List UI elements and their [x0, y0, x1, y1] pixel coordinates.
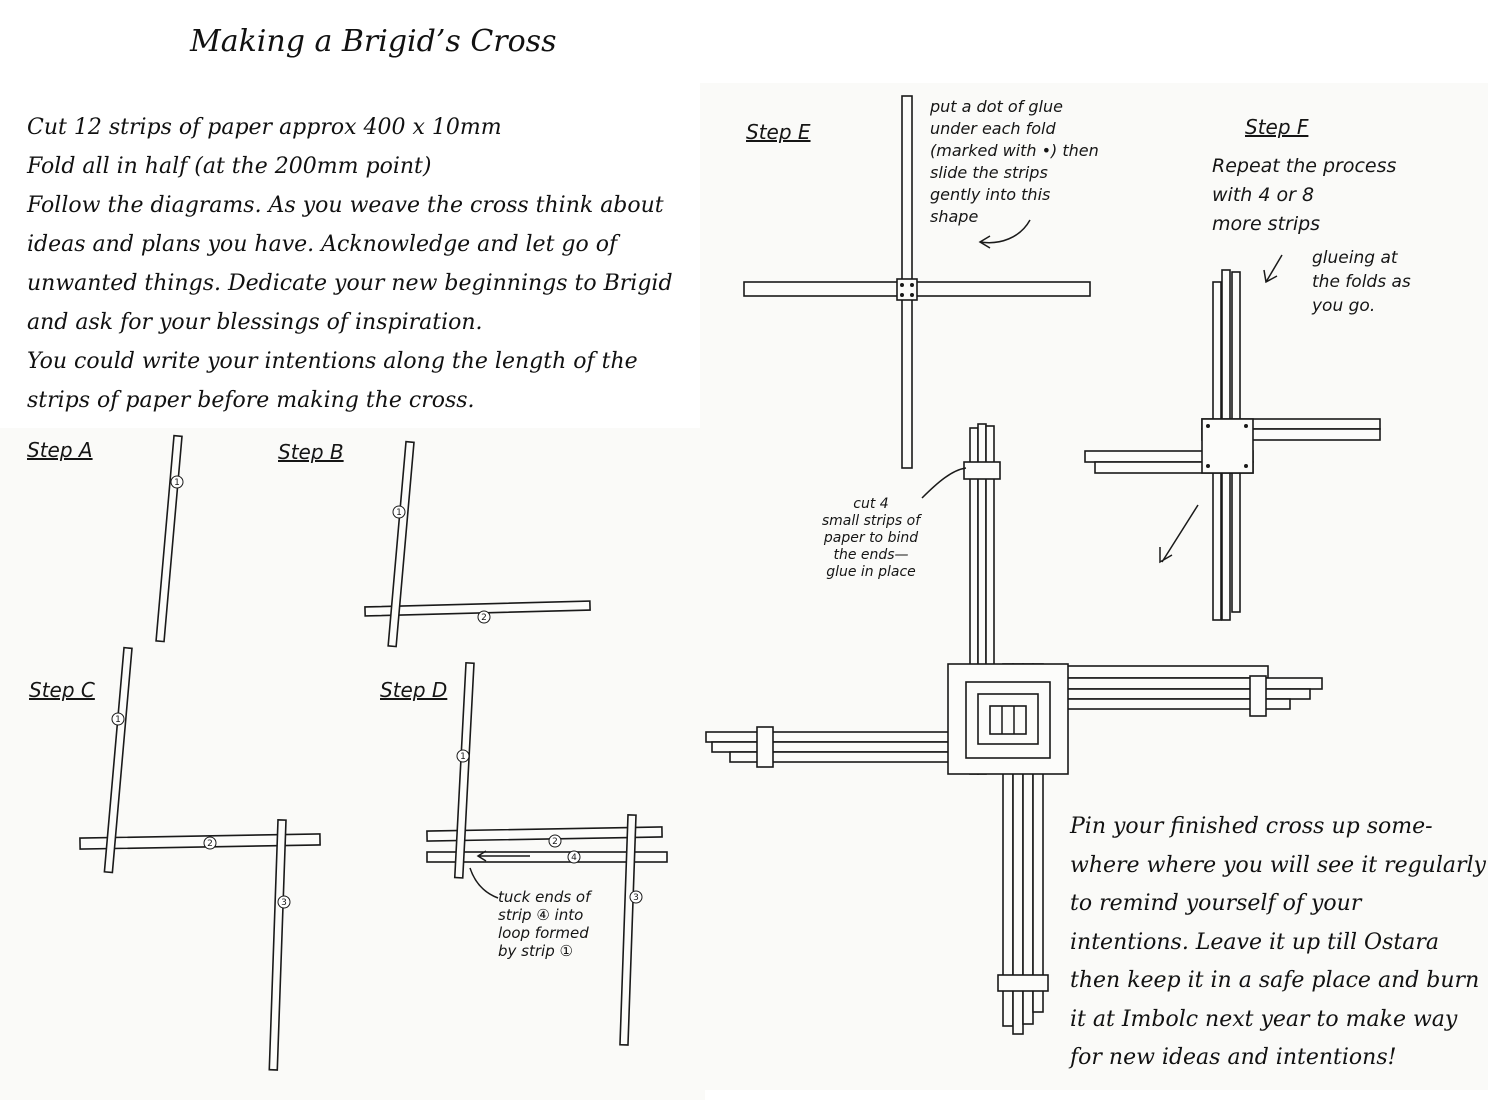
note-line: with 4 or 8: [1212, 184, 1315, 206]
strip-number-4: [568, 851, 580, 863]
inner-square: [990, 706, 1026, 734]
strip-3: [269, 820, 286, 1070]
step-a-label: Step A: [27, 438, 93, 462]
note-line: paper to bind: [823, 530, 919, 546]
closing-line: intentions. Leave it up till Ostara: [1070, 929, 1439, 955]
closing-line: then keep it in a safe place and burn: [1070, 968, 1480, 993]
binding-band: [964, 462, 1000, 479]
glue-dot: [1244, 464, 1248, 468]
note-line: loop formed: [498, 924, 589, 942]
closing-line: it at Imbolc next year to make way: [1070, 1006, 1458, 1032]
svg-text:1: 1: [460, 752, 466, 762]
strip-1: [388, 442, 414, 647]
glue-dot: [1244, 424, 1248, 428]
intro-line: and ask for your blessings of inspiration.: [27, 310, 483, 335]
step-d-label: Step D: [380, 678, 448, 702]
strip-number-2: [204, 837, 216, 849]
note-line: Repeat the process: [1212, 155, 1397, 177]
svg-text:2: 2: [481, 613, 487, 623]
strip-number-2: [549, 835, 561, 847]
intro-line: strips of paper before making the cross.: [27, 388, 475, 413]
intro-line: You could write your intentions along the length of the: [27, 349, 638, 374]
glue-dot: [910, 283, 914, 287]
glue-dot: [1206, 424, 1210, 428]
intro-line: Fold all in half (at the 200mm point): [27, 154, 432, 179]
glue-dot: [900, 283, 904, 287]
page-title: Making a Brigid’s Cross: [190, 24, 557, 59]
svg-text:1: 1: [396, 508, 402, 518]
step-b-label: Step B: [278, 440, 344, 464]
glue-dot: [910, 293, 914, 297]
note-line: you go.: [1312, 296, 1376, 316]
closing-line: Pin your finished cross up some-: [1070, 814, 1433, 839]
arrow: [1264, 255, 1282, 282]
note-line: by strip ①: [498, 942, 573, 960]
strip-1: [455, 663, 474, 878]
intro-line: Follow the diagrams. As you weave the cross think about: [27, 193, 664, 218]
note-line: shape: [930, 207, 979, 226]
closing-line: to remind yourself of your: [1070, 891, 1362, 916]
intro-line: Cut 12 strips of paper approx 400 x 10mm: [27, 115, 502, 140]
intro-line: ideas and plans you have. Acknowledge and let go of: [27, 232, 618, 257]
strip-number-1: [393, 506, 405, 518]
strip-number-3: [278, 896, 290, 908]
step-c-label: Step C: [29, 678, 95, 702]
step-a-diagram: [156, 436, 183, 642]
note-line: (marked with •) then: [930, 141, 1099, 160]
step-e-label: Step E: [746, 120, 811, 144]
binding-band: [998, 975, 1048, 991]
intro-line: unwanted things. Dedicate your new beginnings to Brigid: [27, 271, 673, 296]
note-repeat: [1212, 152, 1396, 239]
note-line: glue in place: [826, 564, 916, 580]
strip-number-3: [630, 891, 642, 903]
note-glue: [930, 96, 1099, 228]
note-line: small strips of: [821, 513, 921, 529]
note-tuck-ends: [498, 888, 590, 960]
note-line: the folds as: [1312, 272, 1411, 292]
binding-band: [757, 727, 773, 767]
binding-band: [1250, 676, 1266, 716]
note-line: cut 4: [853, 496, 889, 512]
note-line: strip ④ into: [498, 906, 584, 924]
step-b-diagram: [365, 442, 590, 647]
strip-3: [620, 815, 636, 1045]
note-line: gently into this: [930, 185, 1051, 204]
fold-square: [897, 279, 917, 300]
glue-dot: [900, 293, 904, 297]
svg-text:3: 3: [633, 893, 639, 903]
pointer-line: [922, 468, 966, 498]
strip-number-1: [171, 476, 183, 488]
note-line: glueing at: [1312, 248, 1398, 268]
svg-text:3: 3: [281, 898, 287, 908]
note-line: more strips: [1212, 213, 1321, 235]
closing-text: [1070, 808, 1490, 1078]
step-f-label: Step F: [1245, 115, 1309, 139]
note-glueing: [1312, 246, 1411, 318]
step-d-diagram: [427, 663, 667, 1045]
svg-text:4: 4: [571, 853, 577, 863]
strip-number-2: [478, 611, 490, 623]
glue-dot: [1206, 464, 1210, 468]
note-line: put a dot of glue: [930, 97, 1063, 116]
svg-text:1: 1: [174, 478, 180, 488]
arrow: [1160, 505, 1198, 562]
step-c-diagram: [80, 648, 320, 1070]
note-bind-ends: [796, 496, 946, 581]
pointer-line: [470, 868, 498, 898]
strip-1: [156, 436, 182, 642]
strip-number-1: [112, 713, 124, 725]
note-line: under each fold: [930, 119, 1056, 138]
note-line: the ends—: [833, 547, 909, 563]
strip-number-1: [457, 750, 469, 762]
closing-line: where where you will see it regularly: [1070, 852, 1486, 878]
svg-text:2: 2: [207, 839, 213, 849]
svg-text:2: 2: [552, 837, 558, 847]
note-line: tuck ends of: [498, 888, 591, 906]
svg-text:1: 1: [115, 715, 121, 725]
note-line: slide the strips: [930, 163, 1048, 182]
closing-line: for new ideas and intentions!: [1070, 1045, 1397, 1070]
